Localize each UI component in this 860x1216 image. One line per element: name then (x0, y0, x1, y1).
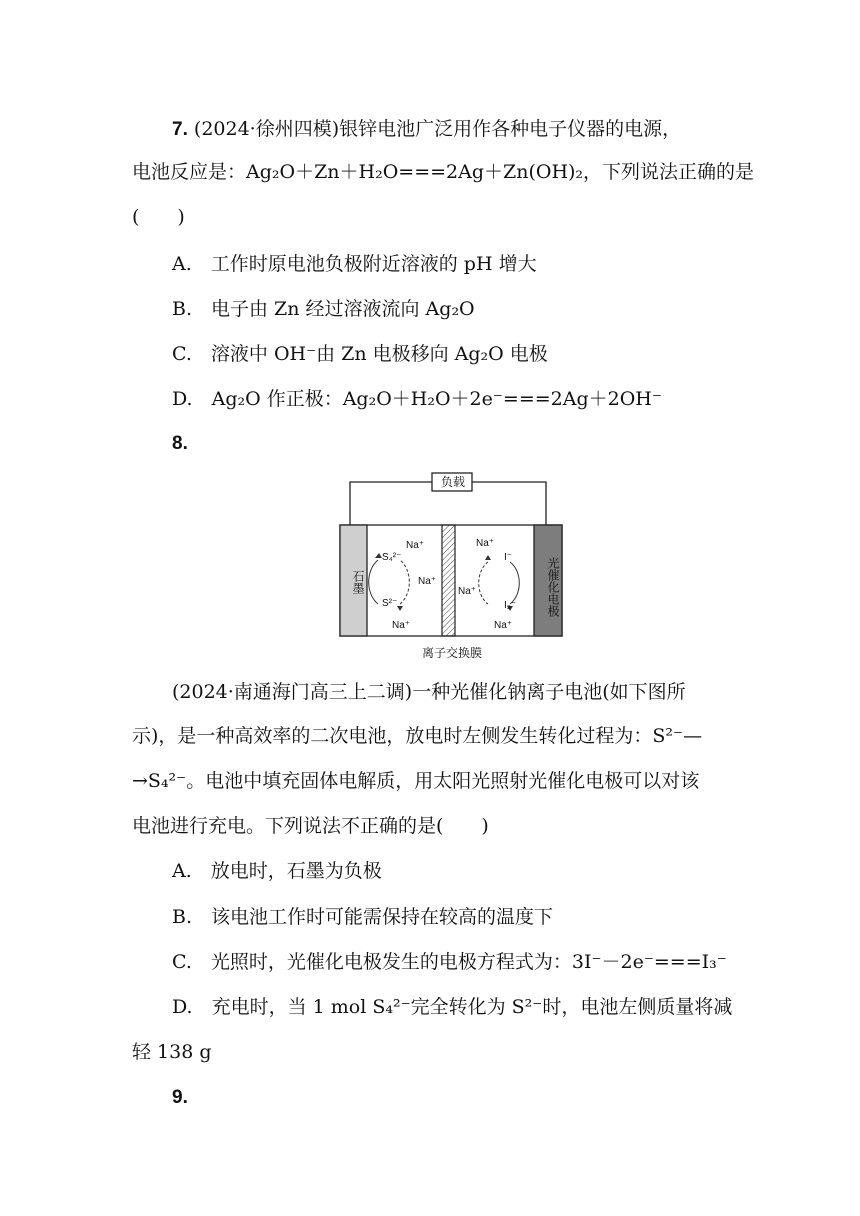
q8-option-c: C. 光照时，光催化电极发生的电极方程式为：3I⁻－2e⁻===I₃⁻ (172, 951, 727, 973)
q7-paren: ( ) (132, 206, 185, 228)
ion-exchange-membrane (442, 525, 455, 636)
q9-number: 9. (172, 1087, 188, 1108)
ion-s: S²⁻ (382, 598, 398, 609)
q8-stem-l4: 电池进行充电。下列说法不正确的是( ) (132, 815, 489, 837)
q7-number: 7. (172, 119, 188, 140)
q8-stem-l1: (2024·南通海门高三上二调)一种光催化钠离子电池(如下图所 (172, 681, 686, 703)
q8-option-d-line1: D. 充电时，当 1 mol S₄²⁻完全转化为 S²⁻时，电池左侧质量将减 (172, 996, 733, 1018)
left-na-top: Na⁺ (406, 540, 425, 551)
ion-i: I⁻ (504, 552, 513, 563)
battery-diagram-svg (338, 472, 566, 668)
q8-stem-l3: →S₄²⁻。电池中填充固体电解质，用太阳光照射光催化电极可以对该 (132, 770, 700, 792)
q7-option-d: D. Ag₂O 作正极：Ag₂O＋H₂O＋2e⁻===2Ag＋2OH⁻ (172, 388, 662, 410)
photocatalytic-label: 光催化电极 (546, 557, 560, 617)
q8-option-d-line2: 轻 138 g (132, 1041, 212, 1063)
q7-option-c: C. 溶液中 OH⁻由 Zn 电极移向 Ag₂O 电极 (172, 343, 548, 365)
left-na-mid: Na⁺ (418, 576, 437, 587)
right-na-top: Na⁺ (476, 538, 495, 549)
q7-stem-line1 (172, 115, 681, 144)
ion-s4: S₄²⁻ (382, 552, 402, 563)
right-na-bottom: Na⁺ (494, 620, 513, 631)
graphite-label: 石墨 (351, 570, 365, 594)
q7-stem-l2: 电池反应是：Ag₂O＋Zn＋H₂O===2Ag＋Zn(OH)₂，下列说法正确的是 (132, 161, 755, 183)
ion-i3: I₃⁻ (504, 600, 517, 611)
q7-stem-l1: (2024·徐州四模)银锌电池广泛用作各种电子仪器的电源， (193, 118, 682, 140)
q8-option-b: B. 该电池工作时可能需保持在较高的温度下 (172, 906, 554, 928)
q7-option-a: A. 工作时原电池负极附近溶液的 pH 增大 (172, 253, 537, 275)
q8-stem-l2: 示)，是一种高效率的二次电池，放电时左侧发生转化过程为：S²⁻— (132, 725, 703, 747)
battery-diagram (338, 472, 566, 668)
q7-option-b: B. 电子由 Zn 经过溶液流向 Ag₂O (172, 298, 475, 320)
load-label: 负载 (440, 475, 465, 489)
q8-option-a: A. 放电时，石墨为负极 (172, 860, 382, 882)
left-na-bottom: Na⁺ (392, 620, 411, 631)
membrane-caption: 离子交换膜 (421, 646, 482, 660)
q8-number: 8. (172, 433, 188, 454)
right-na-mid: Na⁺ (458, 586, 477, 597)
